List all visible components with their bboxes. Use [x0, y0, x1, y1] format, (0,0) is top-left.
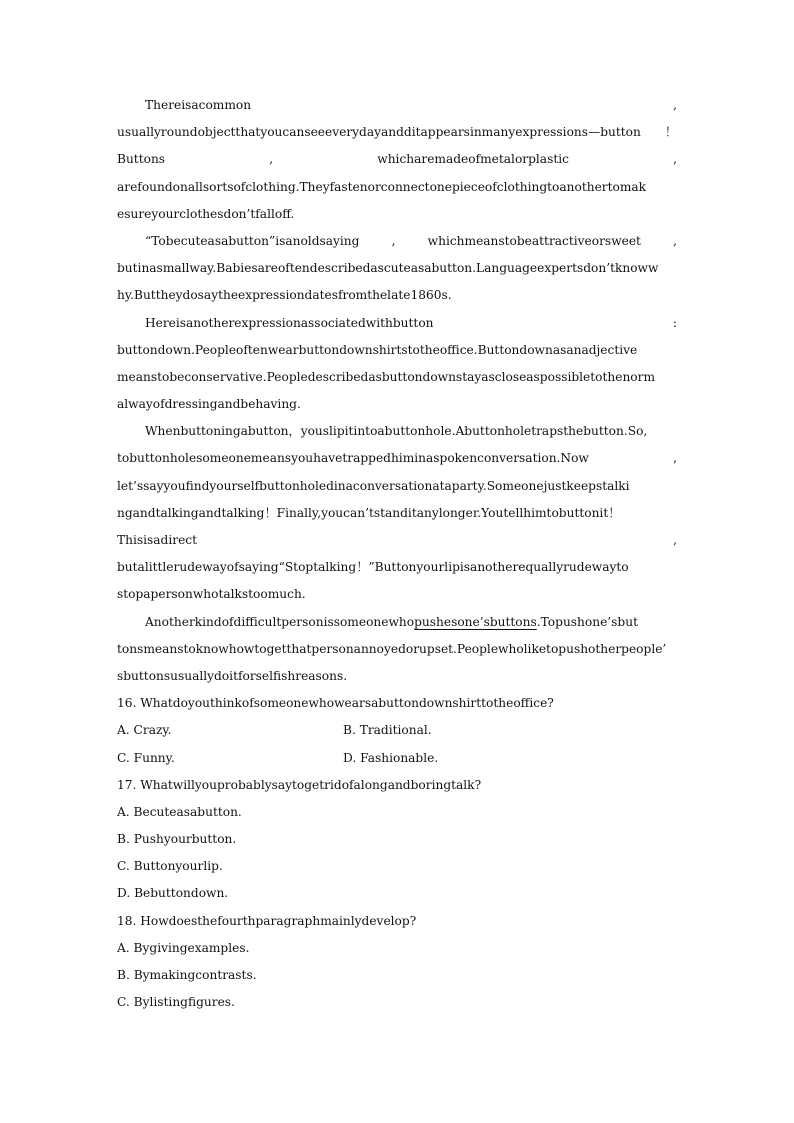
punct: ！ [664, 125, 677, 140]
p1-line-4: arefoundonallsortsofclothing.Theyfastenorconnectonepieceofclothingtoanothertomak [117, 179, 647, 194]
p4-line-7: stopapersonwhotalkstoomuch. [117, 587, 306, 602]
p5-line-3: sbuttonsusuallydoitforselfishreasons. [117, 668, 348, 683]
option-b: B. Traditional. [343, 723, 432, 738]
p4-line-2 [117, 445, 677, 472]
p4-line-5 [117, 527, 677, 554]
question-16-stem: 16. Whatdoyouthinkofsomeonewhowearsabuttondownshirttotheoffice? [117, 696, 554, 711]
p3-line-4: alwayofdressingandbehaving. [117, 397, 301, 412]
p1-line-5: esureyourclothesdon’tfalloff. [117, 206, 295, 221]
p3-line-2: buttondown.Peopleoftenwearbuttondownshirtstotheoffice.Buttondownasanadjective [117, 342, 638, 357]
text: whichmeanstobeattractiveorsweet [427, 233, 641, 248]
p2-line-2: butinasmallway.Babiesareoftendescribedascuteasabutton.Languageexpertsdon’tknoww [117, 261, 659, 276]
p5-line-2: tonsmeanstoknowhowtogetthatpersonannoyedorupset.Peoplewholiketopushotherpeople’ [117, 641, 667, 656]
text: “Tobecuteasabutton”isanoldsaying [145, 233, 360, 248]
text: Thereisacommon [145, 98, 252, 112]
punct: , [673, 233, 677, 248]
option-a: A. Crazy. [117, 723, 172, 738]
p4-line-1: Whenbuttoningabutton，youslipitintoabuttonhole.Abuttonholetrapsthebutton.So, [145, 424, 648, 439]
text: Hereisanotherexpressionassociatedwithbutton [145, 315, 434, 330]
p4-line-4: ngandtalkingandtalking！Finally,youcan’tstanditanylonger.Youtellhimtobuttonit！ [117, 505, 621, 520]
option-d: D. Fashionable. [343, 750, 439, 765]
document-page [117, 92, 677, 1016]
option-c: C. Buttonyourlip. [117, 859, 223, 874]
option-a: A. Becuteasabutton. [117, 804, 242, 819]
p1-line-3 [117, 146, 677, 173]
punct: : [672, 315, 677, 330]
text: Buttons [117, 152, 166, 167]
punct: , [673, 152, 677, 167]
option-b: B. Bymakingcontrasts. [117, 968, 257, 982]
punct: , [269, 152, 274, 167]
question-18-stem: 18. Howdoesthefourthparagraphmainlydevelop? [117, 913, 417, 928]
p4-line-6: butalittlerudewayofsaying“Stoptalking！”Buttonyourlipisanotherequallyrudewayto [117, 560, 629, 575]
punct: , [673, 98, 677, 112]
p3-line-1 [117, 310, 677, 337]
punct: , [391, 233, 396, 248]
p5-line-1 [117, 609, 677, 636]
text: usuallyroundobjectthatyoucanseeeverydayandditappearsinmanyexpressions—button [117, 125, 641, 140]
option-b: B. Pushyourbutton. [117, 832, 237, 847]
text: Anotherkindofdifficultpersonissomeonewho [145, 614, 415, 629]
question-16-options-row-2 [117, 745, 677, 772]
p2-line-3: hy.Buttheydosaytheexpressiondatesfromthelate1860s. [117, 288, 452, 303]
punct: , [673, 533, 677, 547]
p3-line-3: meanstobeconservative.Peopledescribedasbuttondownstayascloseaspossibletothenorm [117, 369, 656, 384]
text: Thisisadirect [117, 533, 198, 547]
p4-line-3: let’ssayyoufindyourselfbuttonholedinaconversationataparty.Someonejustkeepstalki [117, 478, 630, 493]
option-d: D. Bebuttondown. [117, 886, 229, 901]
p1-line-1 [117, 92, 677, 119]
option-a: A. Bygivingexamples. [117, 940, 250, 955]
punct: , [673, 451, 677, 466]
underlined-phrase: pushesone’sbuttons [414, 614, 537, 629]
question-17-stem: 17. Whatwillyouprobablysaytogetridofalongandboringtalk? [117, 777, 482, 792]
text: tobuttonholesomeonemeansyouhavetrappedhiminaspokenconversation.Now [117, 451, 589, 466]
option-c: C. Bylistingfigures. [117, 995, 235, 1010]
option-c: C. Funny. [117, 750, 175, 765]
text: .Topushone’sbut [536, 614, 638, 629]
text: whicharemadeofmetalorplastic [377, 152, 569, 167]
p2-line-1 [117, 228, 677, 255]
p1-line-2 [117, 119, 677, 146]
question-16-options-row-1 [117, 717, 677, 744]
